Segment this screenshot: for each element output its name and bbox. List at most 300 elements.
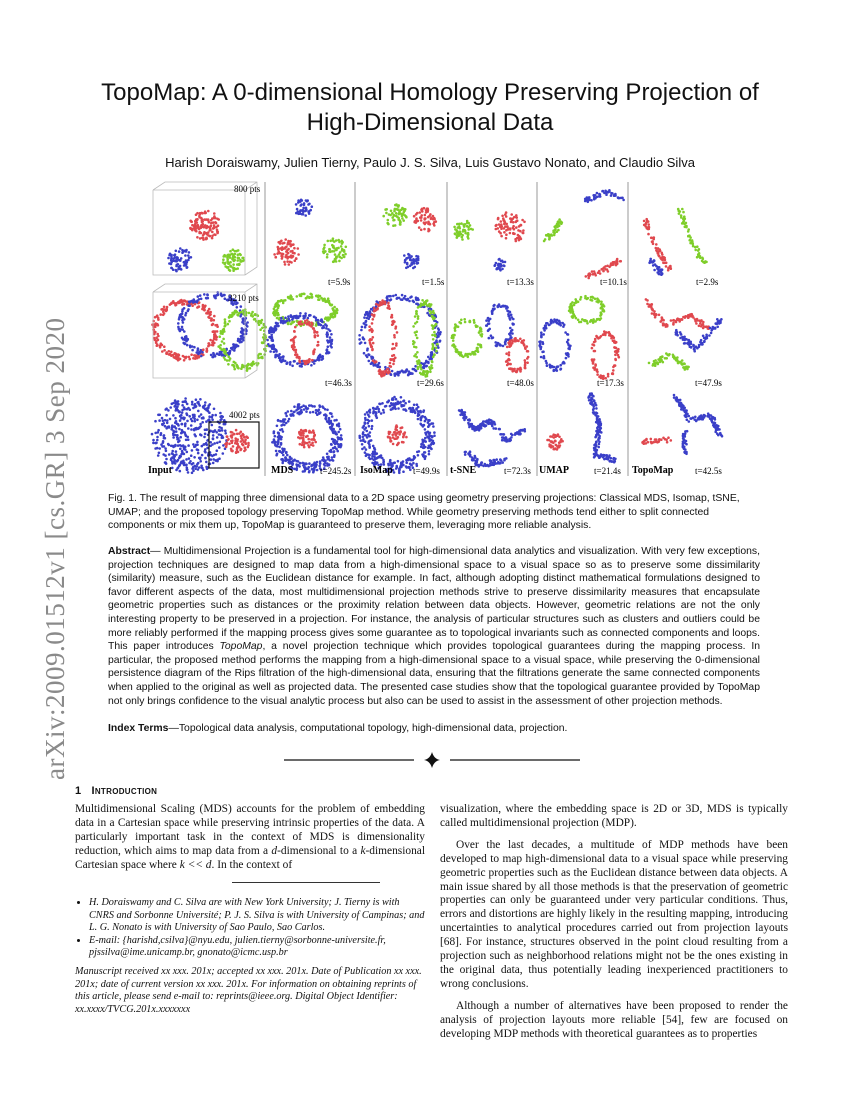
data-point [427,209,430,212]
data-point [599,193,602,196]
data-point [176,436,179,439]
data-point [509,439,512,442]
data-point [326,256,329,259]
data-point [236,311,239,314]
data-point [209,227,212,230]
data-point [479,327,482,330]
data-point [543,240,546,243]
data-point [216,436,219,439]
data-point [216,218,219,221]
data-point [458,321,461,324]
title-line-1: TopoMap: A 0-dimensional Homology Preserving Projection of [101,79,759,106]
data-point [614,346,617,349]
data-point [295,469,298,472]
data-point [246,321,249,324]
data-point [716,322,719,325]
data-point [452,339,455,342]
data-point [226,256,229,259]
data-point [451,344,454,347]
data-point [316,469,319,472]
data-point [187,338,190,341]
data-point [437,346,440,349]
data-point [197,452,200,455]
data-point [684,315,687,318]
data-point [463,318,466,321]
data-point [185,439,188,442]
data-point [402,404,405,407]
data-point [232,248,235,251]
data-point [415,356,418,359]
data-point [592,296,595,299]
data-point [505,338,508,341]
data-point [413,410,416,413]
data-point [320,358,323,361]
data-point [404,295,407,298]
data-point [312,411,315,414]
data-point [393,334,396,337]
data-point [372,318,375,321]
data-point [420,219,423,222]
data-point [313,362,316,365]
data-point [548,443,551,446]
data-point [423,207,426,210]
data-point [163,349,166,352]
data-point [365,434,368,437]
data-point [376,365,379,368]
data-point [296,295,299,298]
data-point [390,298,393,301]
data-point [177,444,180,447]
data-point [420,208,423,211]
data-point [492,305,495,308]
data-point [463,223,466,226]
data-point [471,351,474,354]
data-point [711,328,714,331]
data-point [212,221,215,224]
data-point [175,407,178,410]
data-point [179,470,182,473]
data-point [667,269,670,272]
data-point [598,441,601,444]
data-point [197,410,200,413]
data-point [308,462,311,465]
data-point [612,373,615,376]
data-point [298,357,301,360]
data-point [596,371,599,374]
data-point [496,267,499,270]
data-point [341,248,344,251]
data-point [211,231,214,234]
data-point [598,443,601,446]
data-point [661,316,664,319]
data-point [326,333,329,336]
data-point [295,463,298,466]
data-point [182,250,185,253]
data-point [523,344,526,347]
data-point [220,352,223,355]
data-point [488,322,491,325]
data-point [431,315,434,318]
data-point [359,436,362,439]
data-point [543,355,546,358]
data-point [505,352,508,355]
data-point [324,323,327,326]
data-point [281,428,284,431]
data-point [495,224,498,227]
data-point [693,350,696,353]
data-point [204,305,207,308]
data-point [488,337,491,340]
data-point [612,369,615,372]
data-point [191,224,194,227]
data-point [230,431,233,434]
data-point [593,198,596,201]
data-point [669,265,672,268]
data-point [719,320,722,323]
data-point [586,198,589,201]
data-point [471,228,474,231]
data-point [425,365,428,368]
data-point [406,466,409,469]
data-point [229,264,232,267]
data-point [502,219,505,222]
data-point [313,331,316,334]
data-point [261,327,264,330]
data-point [429,223,432,226]
data-point [382,374,385,377]
data-point [385,371,388,374]
data-point [269,350,272,353]
data-point [222,452,225,455]
data-point [414,315,417,318]
data-point [389,405,392,408]
data-point [365,448,368,451]
data-point [608,266,611,269]
data-point [594,338,597,341]
data-point [374,461,377,464]
data-point [224,318,227,321]
data-point [552,448,555,451]
data-point [216,442,219,445]
data-point [684,218,687,221]
data-point [602,333,605,336]
data-point [655,243,658,246]
data-point [370,308,373,311]
data-point [222,338,225,341]
data-point [302,437,305,440]
data-point [433,325,436,328]
data-point [412,368,415,371]
data-point [238,446,241,449]
data-point [289,456,292,459]
data-point [190,428,193,431]
data-point [290,410,293,413]
data-point [406,263,409,266]
data-point [595,441,598,444]
data-point [565,357,568,360]
data-point [585,320,588,323]
data-point [427,425,430,428]
data-point [179,247,182,250]
data-point [274,444,277,447]
data-point [186,266,189,269]
data-point [423,440,426,443]
data-point [509,227,512,230]
data-point [299,443,302,446]
data-point [213,295,216,298]
data-point [471,423,474,426]
data-point [458,409,461,412]
data-point [413,404,416,407]
data-point [211,418,214,421]
data-point [471,459,474,462]
data-point [660,358,663,361]
data-point [431,442,434,445]
data-point [324,462,327,465]
data-point [210,225,213,228]
data-point [302,434,305,437]
data-point [317,334,320,337]
data-point [500,305,503,308]
data-point [192,416,195,419]
data-point [173,425,176,428]
data-point [163,434,166,437]
data-point [515,371,518,374]
data-point [502,345,505,348]
data-point [571,315,574,318]
data-point [524,367,527,370]
data-point [154,432,157,435]
data-point [382,302,385,305]
data-point [202,405,205,408]
data-point [337,239,340,242]
data-point [174,253,177,256]
data-point [605,193,608,196]
data-point [608,190,611,193]
data-point [519,338,522,341]
data-point [163,308,166,311]
data-point [335,442,338,445]
data-point [391,407,394,410]
data-point [340,434,343,437]
data-point [197,401,200,404]
data-point [184,357,187,360]
data-point [372,459,375,462]
data-point [364,342,367,345]
data-point [236,263,239,266]
data-point [610,337,613,340]
data-point [498,223,501,226]
data-point [391,370,394,373]
data-point [158,447,161,450]
data-point [210,319,213,322]
data-point [293,247,296,250]
data-point [185,401,188,404]
data-point [585,275,588,278]
data-point [284,456,287,459]
data-point [509,341,512,344]
data-point [367,422,370,425]
data-point [242,318,245,321]
data-point [328,417,331,420]
data-point [510,436,513,439]
data-point [274,354,277,357]
data-point [323,244,326,247]
data-point [177,424,180,427]
data-point [413,301,416,304]
data-point [212,434,215,437]
data-point [287,420,290,423]
data-point [592,273,595,276]
data-point [371,425,374,428]
data-point [192,407,195,410]
data-point [403,434,406,437]
data-point [423,373,426,376]
data-point [201,351,204,354]
data-point [228,353,231,356]
data-point [364,422,367,425]
data-point [393,210,396,213]
data-point [466,225,469,228]
data-point [213,442,216,445]
data-point [389,460,392,463]
data-point [275,350,278,353]
data-point [424,451,427,454]
data-point [558,441,561,444]
data-point [299,204,302,207]
data-point [375,412,378,415]
data-point [689,345,692,348]
data-point [423,228,426,231]
data-point [552,366,555,369]
data-point [415,334,418,337]
data-point [540,331,543,334]
data-point [179,299,182,302]
data-point [508,315,511,318]
data-point [408,300,411,303]
data-point [205,237,208,240]
data-point [389,362,392,365]
data-point [208,342,211,345]
data-point [390,359,393,362]
data-point [292,348,295,351]
data-point [433,354,436,357]
data-point [197,295,200,298]
data-point [201,421,204,424]
data-point [226,435,229,438]
data-point [524,347,527,350]
data-point [542,343,545,346]
data-point [420,424,423,427]
data-point [409,463,412,466]
data-point [654,314,657,317]
data-point [214,333,217,336]
data-point [160,443,163,446]
data-point [184,423,187,426]
data-point [429,446,432,449]
data-point [218,353,221,356]
data-point [672,323,675,326]
data-point [308,430,311,433]
data-point [190,418,193,421]
data-point [231,439,234,442]
data-point [588,274,591,277]
data-point [285,452,288,455]
data-point [704,260,707,263]
data-point [474,456,477,459]
data-point [587,277,590,280]
data-point [306,319,309,322]
data-point [482,423,485,426]
data-point [318,359,321,362]
data-point [549,440,552,443]
data-point [272,344,275,347]
data-point [705,334,708,337]
data-point [595,335,598,338]
data-point [205,461,208,464]
data-point [206,347,209,350]
data-point [542,333,545,336]
data-point [202,238,205,241]
data-point [207,419,210,422]
data-point [388,365,391,368]
data-point [297,460,300,463]
data-point [594,364,597,367]
data-point [714,327,717,330]
data-point [675,332,678,335]
data-point [290,339,293,342]
arxiv-identifier[interactable]: arXiv:2009.01512v1 [cs.GR] 3 Sep 2020 [40,317,70,780]
data-point [686,365,689,368]
data-point [368,456,371,459]
data-point [481,461,484,464]
data-point [433,434,436,437]
data-point [280,299,283,302]
data-point [541,351,544,354]
data-point [170,351,173,354]
data-point [413,260,416,263]
data-point [314,464,317,467]
data-point [220,427,223,430]
data-point [680,216,683,219]
data-point [181,337,184,340]
data-point [242,434,245,437]
data-point [511,316,514,319]
data-point [499,458,502,461]
data-point [403,254,406,257]
data-point [419,410,422,413]
data-point [154,326,157,329]
data-point [660,271,663,274]
data-point [311,359,314,362]
data-point [556,366,559,369]
data-point [281,255,284,258]
data-point [219,441,222,444]
data-point [182,416,185,419]
data-point [710,332,713,335]
data-point [595,430,598,433]
data-point [243,436,246,439]
data-point [416,262,419,265]
data-point [696,318,699,321]
data-point [335,239,338,242]
data-point [510,433,513,436]
data-point [405,436,408,439]
data-point [164,454,167,457]
data-point [250,314,253,317]
data-point [559,364,562,367]
data-point [198,232,201,235]
